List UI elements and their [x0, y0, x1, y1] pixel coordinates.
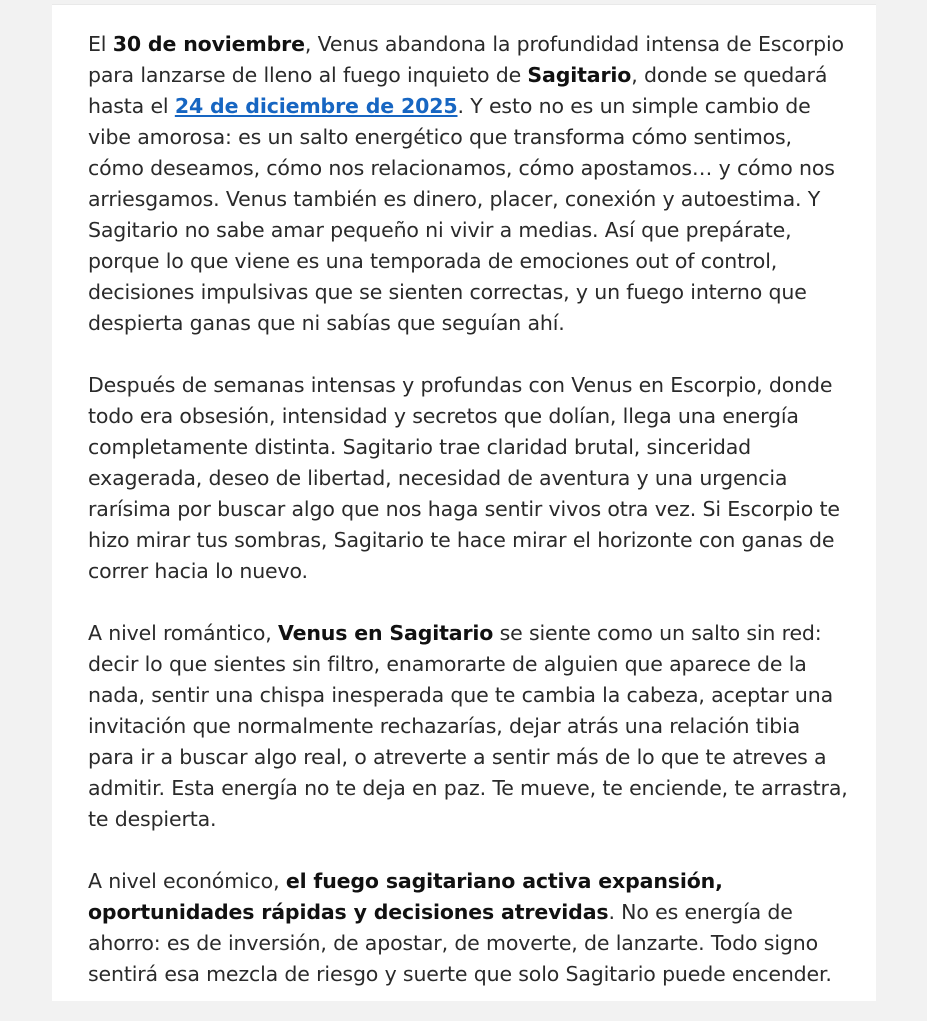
article-page [52, 4, 876, 1001]
p4-bold: el fuego sagitariano activa expansión, oportunidades rápidas y decisiones atrevidas [88, 869, 723, 924]
paragraph-3 [88, 618, 848, 835]
p1-text-3: , donde se quedará hasta el [88, 63, 828, 118]
p1-text-2: , Venus abandona la profundidad intensa de Escorpio para lanzarse de lleno al fuego inquieto de [88, 32, 844, 87]
p4-text-1: A nivel económico, [88, 869, 286, 893]
paragraph-4 [88, 866, 848, 990]
date-link[interactable]: 24 de diciembre de 2025 [174, 94, 458, 118]
p3-text-2: se siente como un salto sin red: decir lo que sientes sin filtro, enamorarte de alguien que aparece de la nada, sentir una chispa inesperada que te cambia la cabeza, aceptar una invitación que normalmente rechazarías, dejar atrás una relación tibia para ir a buscar algo real, o atreverte a sentir más de lo que te atreves a admitir. Esta energía no te deja en paz. Te mueve, te enciende, te arrastra, te despierta. [88, 621, 848, 831]
paragraph-1 [88, 29, 848, 339]
p3-bold: Venus en Sagitario [277, 621, 494, 645]
p1-text-1: El [88, 32, 113, 56]
p3-text-1: A nivel romántico, [88, 621, 278, 645]
article-body [88, 29, 848, 1021]
p1-bold-date: 30 de noviembre [112, 32, 305, 56]
p1-text-4: . Y esto no es un simple cambio de vibe amorosa: es un salto energético que transforma cómo sentimos, cómo deseamos, cómo nos relacionamos, cómo apostamos… y cómo nos arriesgamos. Venus también es dinero, placer, conexión y autoestima. Y Sagitario no sabe amar pequeño ni vivir a medias. Así que prepárate, porque lo que viene es una temporada de emociones out of control, decisiones impulsivas que se sienten correctas, y un fuego interno que despierta ganas que ni sabías que seguían ahí. [88, 94, 835, 335]
paragraph-2: Después de semanas intensas y profundas con Venus en Escorpio, donde todo era obsesión, intensidad y secretos que dolían, llega una energía completamente distinta. Sagitario trae claridad brutal, sinceridad exagerada, deseo de libertad, necesidad de aventura y una urgencia rarísima por buscar algo que nos haga sentir vivos otra vez. Si Escorpio te hizo mirar tus sombras, Sagitario te hace mirar el horizonte con ganas de correr hacia lo nuevo. [88, 373, 840, 583]
p1-bold-sign: Sagitario [527, 63, 632, 87]
p4-text-2: . No es energía de ahorro: es de inversión, de apostar, de moverte, de lanzarte. Todo signo sentirá esa mezcla de riesgo y suerte que solo Sagitario puede encender. [88, 900, 832, 986]
